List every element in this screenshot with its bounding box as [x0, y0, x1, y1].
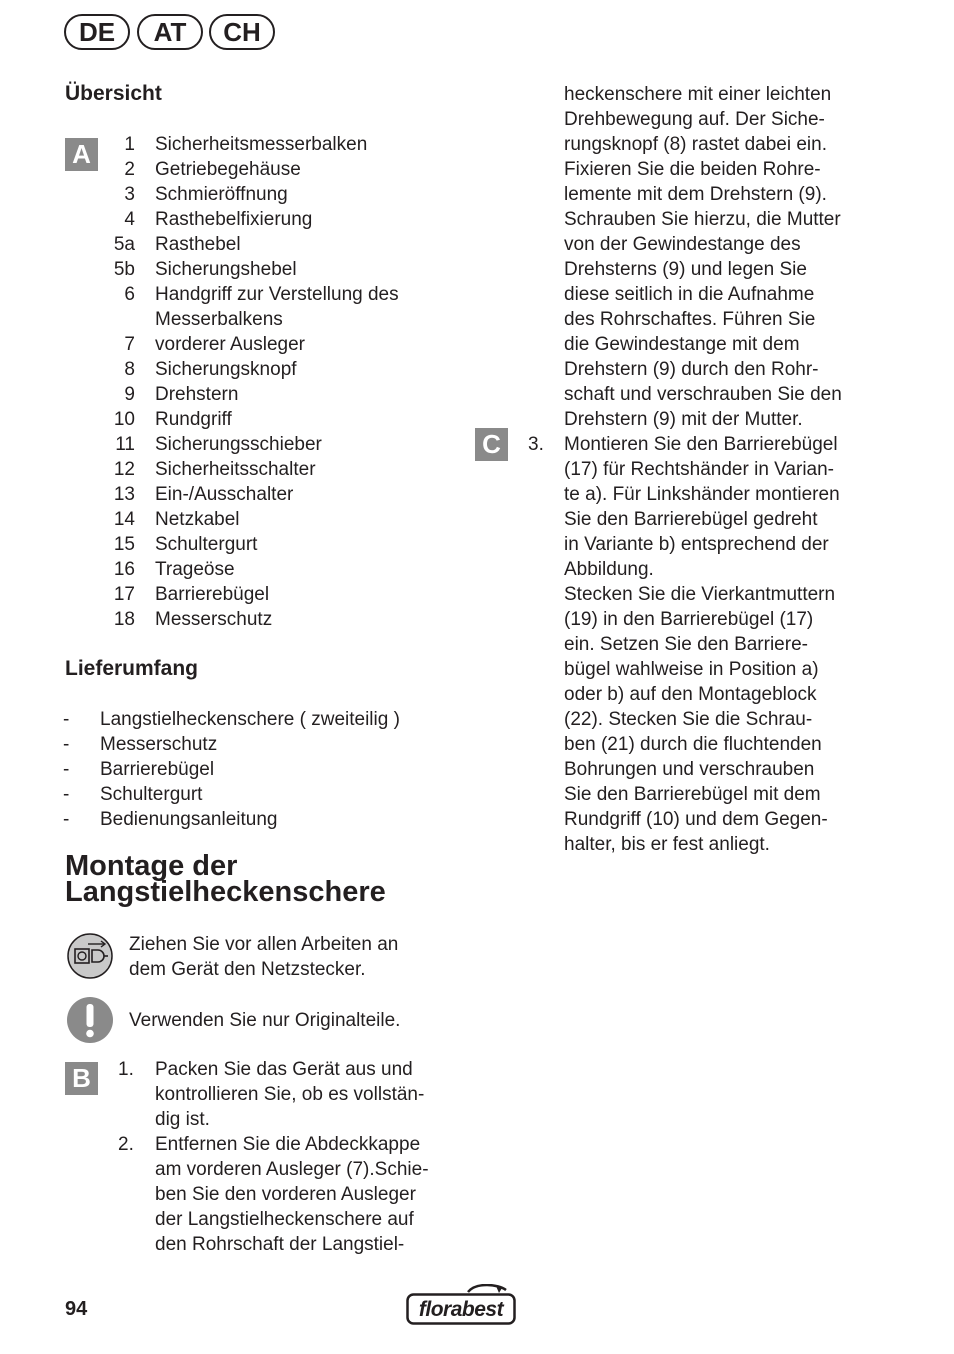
list-item-label: Rasthebel	[155, 234, 241, 255]
list-item-text	[155, 257, 455, 282]
list-item	[63, 707, 463, 732]
text-line: Entfernen Sie die Abdeckkappe	[155, 1134, 421, 1155]
list-item-text	[155, 407, 455, 432]
list-item-text	[155, 382, 455, 407]
text-line: oder b) auf den Montageblock	[564, 684, 817, 705]
badge-ch: CH	[209, 14, 275, 50]
text-line: Montieren Sie den Barrierebügel	[564, 434, 838, 455]
list-item-label: Barrierebügel	[155, 584, 270, 605]
text-line: Rundgriff (10) und dem Gegen-	[564, 809, 828, 830]
list-item-label: Messerbalkens	[155, 309, 283, 330]
text-line: (22). Stecken Sie die Schrau-	[564, 709, 813, 730]
text-line: die Gewindestange mit dem	[564, 334, 800, 355]
list-item	[95, 182, 455, 207]
list-item	[95, 407, 455, 432]
step2-continuation	[564, 82, 884, 432]
list-item-label: Barrierebügel	[100, 759, 215, 780]
delivery-list	[63, 707, 463, 832]
text-line: lemente mit dem Drehstern (9).	[564, 184, 827, 205]
list-item	[63, 757, 463, 782]
list-item-text	[155, 507, 455, 532]
list-item-text	[155, 607, 455, 632]
dash: -	[63, 809, 70, 830]
list-item-number: 18	[113, 609, 135, 630]
notice-plug-line: dem Gerät den Netzstecker.	[129, 959, 366, 980]
page-number: 94	[65, 1298, 88, 1320]
list-item-text	[155, 157, 455, 182]
list-item-number: 9	[124, 384, 135, 405]
exclamation-icon	[66, 996, 114, 1044]
list-item-number: 7	[124, 334, 135, 355]
list-item-number: 12	[113, 459, 135, 480]
list-item-label: Sicherheitsschalter	[155, 459, 316, 480]
text-line: Drehstern (9) durch den Rohr-	[564, 359, 819, 380]
text-line: am vorderen Ausleger (7).Schie-	[155, 1159, 429, 1180]
list-item-label: vorderer Ausleger	[155, 334, 305, 355]
text-line: diese seitlich in die Aufnahme	[564, 284, 815, 305]
list-item-label: Schmieröffnung	[155, 184, 288, 205]
assembly-title	[65, 850, 386, 908]
text-line: rungsknopf (8) rastet dabei ein.	[564, 134, 827, 155]
list-item-label: Trageöse	[155, 559, 235, 580]
dash: -	[63, 709, 70, 730]
text-line: te a). Für Linkshänder montieren	[564, 484, 840, 505]
list-item-text	[155, 182, 455, 207]
list-item	[63, 782, 463, 807]
notice-parts: Verwenden Sie nur Originalteile.	[129, 1010, 401, 1031]
list-item	[95, 532, 455, 557]
dash: -	[63, 759, 70, 780]
list-item-text	[155, 232, 455, 257]
notice-plug-line: Ziehen Sie vor allen Arbeiten an	[129, 934, 399, 955]
list-item	[95, 357, 455, 382]
list-item	[95, 557, 455, 582]
list-item-text	[155, 582, 455, 607]
text-line: den Rohrschaft der Langstiel-	[155, 1234, 405, 1255]
list-item-number: 2	[124, 159, 135, 180]
list-item-number: 15	[113, 534, 135, 555]
list-item-label: Rasthebelfixierung	[155, 209, 313, 230]
list-item	[95, 132, 455, 157]
unplug-icon	[66, 932, 114, 980]
text-line: (19) in den Barrierebügel (17)	[564, 609, 814, 630]
badge-at: AT	[137, 14, 203, 50]
list-item-text	[155, 332, 455, 357]
text-line: ein. Setzen Sie den Barriere-	[564, 634, 808, 655]
text-line: Schrauben Sie hierzu, die Mutter	[564, 209, 841, 230]
list-item-number: 8	[124, 359, 135, 380]
list-item-label: Sicherungshebel	[155, 259, 297, 280]
list-item	[95, 607, 455, 632]
text-line: Bohrungen und verschrauben	[564, 759, 815, 780]
figure-b-marker: B	[65, 1062, 98, 1095]
text-line: Packen Sie das Gerät aus und	[155, 1059, 413, 1080]
florabest-logo	[406, 1284, 516, 1326]
list-item-text	[155, 457, 455, 482]
list-item-text	[155, 557, 455, 582]
step3-text	[564, 432, 884, 857]
text-line: Fixieren Sie die beiden Rohre-	[564, 159, 821, 180]
list-item-text	[155, 132, 455, 157]
assembly-title-line1: Montage der	[65, 850, 238, 882]
list-item-number: 3	[124, 184, 135, 205]
text-line: der Langstielheckenschere auf	[155, 1209, 414, 1230]
list-item	[95, 207, 455, 232]
list-item-text	[155, 282, 455, 332]
list-item	[95, 332, 455, 357]
list-item-text	[155, 532, 455, 557]
list-item-label: Netzkabel	[155, 509, 240, 530]
parts-list	[95, 132, 455, 632]
list-item-label: Ein-/Ausschalter	[155, 484, 294, 505]
list-item-text	[155, 482, 455, 507]
text-line: Abbildung.	[564, 559, 654, 580]
list-item	[95, 257, 455, 282]
text-line: heckenschere mit einer leichten	[564, 84, 832, 105]
list-item-label: Rundgriff	[155, 409, 232, 430]
list-item	[95, 282, 455, 332]
list-item-label: Getriebegehäuse	[155, 159, 301, 180]
dash: -	[63, 784, 70, 805]
text-line: in Variante b) entsprechend der	[564, 534, 829, 555]
list-item	[95, 232, 455, 257]
text-line: ben Sie den vorderen Ausleger	[155, 1184, 416, 1205]
text-line: schaft und verschrauben Sie den	[564, 384, 842, 405]
list-item-number: 11	[115, 434, 135, 455]
brand-name: florabest	[418, 1298, 504, 1321]
list-item	[95, 382, 455, 407]
list-item-label: Messerschutz	[155, 609, 273, 630]
list-item-label: Bedienungsanleitung	[100, 809, 278, 830]
step1-text	[155, 1057, 455, 1132]
text-line: Stecken Sie die Vierkantmuttern	[564, 584, 836, 605]
list-item-label: Schultergurt	[155, 534, 258, 555]
list-item	[95, 432, 455, 457]
text-line: ben (21) durch die fluchtenden	[564, 734, 822, 755]
text-line: kontrollieren Sie, ob es vollstän-	[155, 1084, 425, 1105]
list-item-number: 10	[113, 409, 135, 430]
text-line: dig ist.	[155, 1109, 210, 1130]
list-item	[95, 507, 455, 532]
list-item	[95, 457, 455, 482]
list-item-number: 6	[124, 284, 135, 305]
overview-title: Übersicht	[65, 82, 162, 105]
text-line: Sie den Barrierebügel gedreht	[564, 509, 818, 530]
list-item-text	[155, 357, 455, 382]
list-item-label: Sicherungsschieber	[155, 434, 322, 455]
list-item-text	[155, 207, 455, 232]
step1-number: 1.	[118, 1059, 134, 1080]
notice-plug	[129, 932, 449, 982]
list-item	[95, 157, 455, 182]
assembly-title-line2: Langstielheckenschere	[65, 876, 386, 908]
list-item-label: Messerschutz	[100, 734, 218, 755]
text-line: halter, bis er fest anliegt.	[564, 834, 770, 855]
text-line: Sie den Barrierebügel mit dem	[564, 784, 821, 805]
list-item	[95, 482, 455, 507]
list-item-label: Langstielheckenschere ( zweiteilig )	[100, 709, 400, 730]
list-item	[63, 807, 463, 832]
list-item-label: Schultergurt	[100, 784, 203, 805]
dash: -	[63, 734, 70, 755]
text-line: Drehstern (9) mit der Mutter.	[564, 409, 803, 430]
step2-number: 2.	[118, 1134, 134, 1155]
figure-a-marker: A	[65, 138, 98, 171]
list-item	[63, 732, 463, 757]
figure-c-marker: C	[475, 428, 508, 461]
list-item-number: 1	[124, 134, 135, 155]
list-item-number: 13	[113, 484, 135, 505]
text-line: Drehbewegung auf. Der Siche-	[564, 109, 825, 130]
text-line: von der Gewindestange des	[564, 234, 801, 255]
text-line: Drehsterns (9) und legen Sie	[564, 259, 807, 280]
list-item-label: Sicherheitsmesserbalken	[155, 134, 368, 155]
delivery-title: Lieferumfang	[65, 657, 199, 680]
list-item-number: 17	[113, 584, 135, 605]
text-line: (17) für Rechtshänder in Varian-	[564, 459, 834, 480]
list-item-number: 5b	[113, 259, 135, 280]
list-item-text	[155, 432, 455, 457]
list-item-number: 4	[124, 209, 135, 230]
list-item-label: Drehstern	[155, 384, 239, 405]
list-item-label: Handgriff zur Verstellung des	[155, 284, 399, 305]
list-item-number: 16	[113, 559, 135, 580]
step3-number: 3.	[528, 434, 544, 455]
text-line: des Rohrschaftes. Führen Sie	[564, 309, 816, 330]
step2-text	[155, 1132, 455, 1257]
list-item-number: 14	[113, 509, 135, 530]
list-item-number: 5a	[113, 234, 135, 255]
list-item	[95, 582, 455, 607]
badge-de: DE	[64, 14, 130, 50]
text-line: bügel wahlweise in Position a)	[564, 659, 819, 680]
list-item-label: Sicherungsknopf	[155, 359, 297, 380]
